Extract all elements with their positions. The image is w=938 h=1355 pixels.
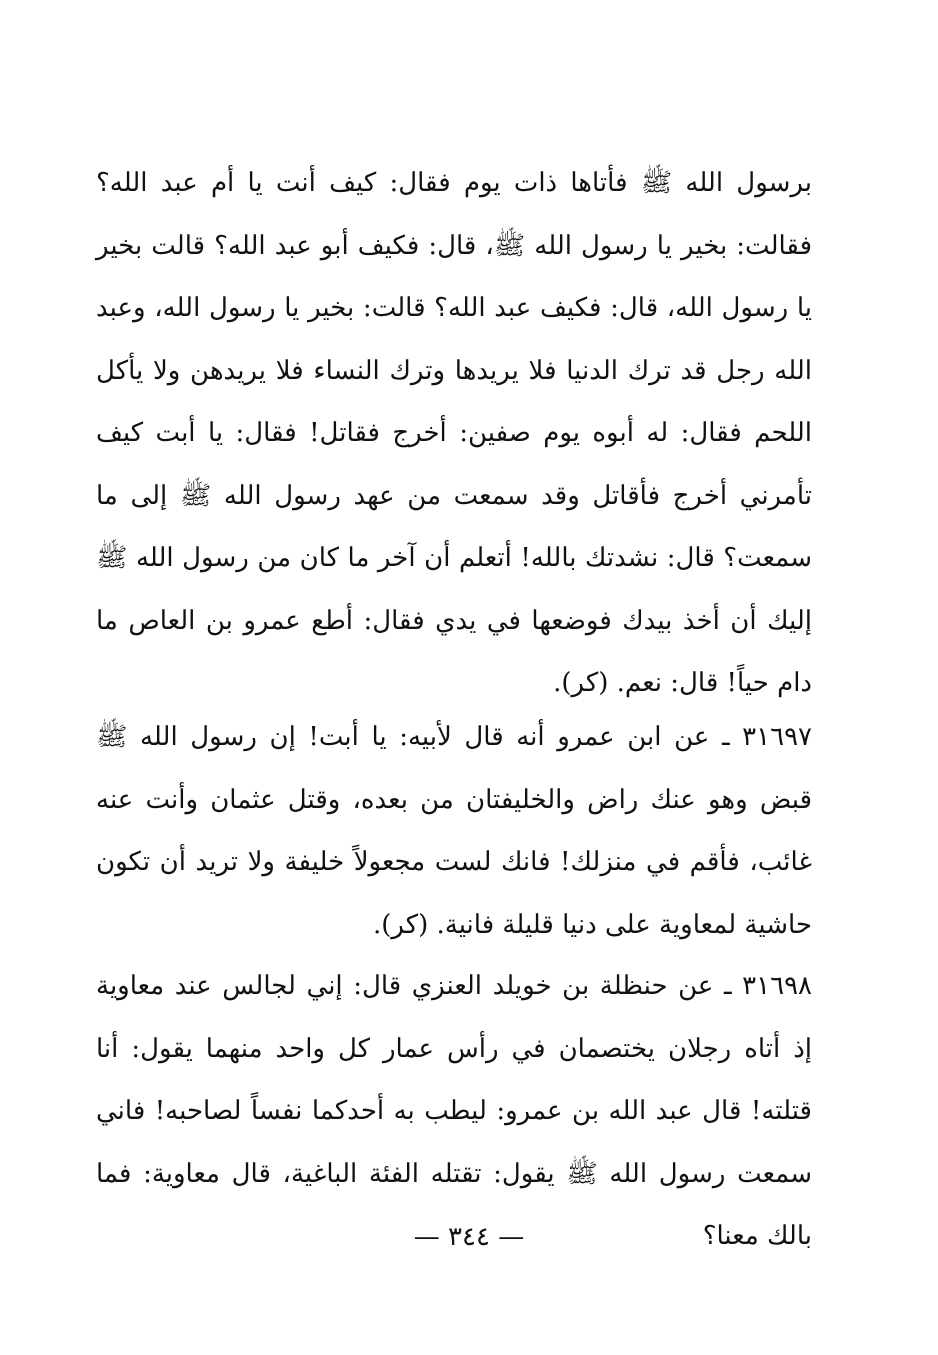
paragraph-hadith-31697 <box>96 706 812 956</box>
paragraph-text: ٣١٦٩٨ ـ عن حنظلة بن خويلد العنزي قال: إني لجالس عند معاوية إذ أتاه رجلان يختصمان في رأس عمار كل واحد منهما يقول: أنا قتلته! قال عبد الله بن عمرو: ليطب به أحدكما نفساً لصاحبه! فاني سمعت رسول الله ﷺ يقول: تقتله الفئة الباغية، قال معاوية: فما بالك معنا؟ <box>96 971 812 1251</box>
paragraph-text: ٣١٦٩٧ ـ عن ابن عمرو أنه قال لأبيه: يا أبت! إن رسول الله ﷺ قبض وهو عنك راض والخليفتان من بعده، وقتل عثمان وأنت عنه غائب، فأقم في منزلك! فانك لست مجعولاً خليفة ولا تريد أن تكون حاشية لمعاوية على دنيا قليلة فانية. (كر). <box>96 722 812 940</box>
paragraph-continuation <box>96 152 812 715</box>
paragraph-text: برسول الله ﷺ فأتاها ذات يوم فقال: كيف أنت يا أم عبد الله؟ فقالت: بخير يا رسول الله ﷺ، قال: فكيف أبو عبد الله؟ قالت بخير يا رسول الله، قال: فكيف عبد الله؟ قالت: بخير يا رسول الله، وعبد الله رجل قد ترك الدنيا فلا يريدها وترك النساء فلا يريدهن ولا يأكل اللحم فقال: له أبوه يوم صفين: أخرج فقاتل! فقال: يا أبت كيف تأمرني أخرج فأقاتل وقد سمعت من عهد رسول الله ﷺ إلى ما سمعت؟ قال: نشدتك بالله! أتعلم أن آخر ما كان من رسول الله ﷺ إليك أن أخذ بيدك فوضعها في يدي فقال: أطع عمرو بن العاص ما دام حياً! قال: نعم. (كر). <box>96 168 812 698</box>
paragraph-hadith-31698 <box>96 955 812 1268</box>
page-number: — ٣٤٤ — <box>413 1222 525 1252</box>
